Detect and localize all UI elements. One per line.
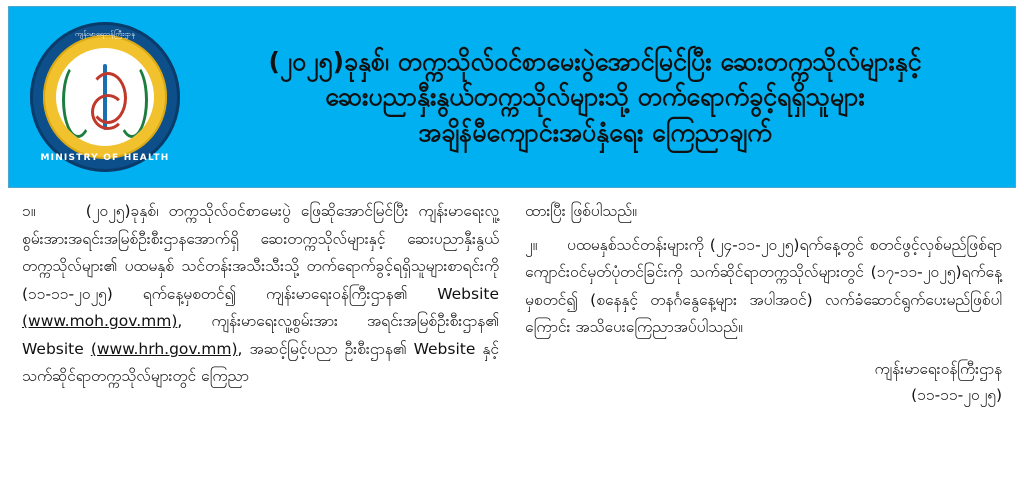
signature-department: ကျန်းမာရေးဝန်ကြီးဌာန [874,359,1002,378]
paragraph-1-continued: ထားပြီး ဖြစ်ပါသည်။ [525,202,637,220]
serpent-lower-icon [91,94,125,130]
title-line-3: အချိန်မီကျောင်းအပ်နှံရေး ကြေညာချက် [418,117,772,147]
paragraph-1-text-part-2: , ကျန်းမာရေးလူ့စွမ်းအား အရင်းအမြစ်ဦးစီးဌာန၏ Website [22,312,499,358]
moh-website-link[interactable]: (www.moh.gov.mm) [22,312,178,331]
emblem-container [9,7,201,187]
emblem-top-text: ကျန်းမာရေးဝန်ကြီးဌာန [74,30,136,38]
paragraph-2 [525,232,1002,342]
announcement-body [8,198,1016,409]
right-column [525,198,1002,409]
item-number-1: ၁။ [22,202,36,220]
item-number-2: ၂။ [525,235,538,254]
left-column [22,198,499,409]
header-banner [8,6,1016,188]
emblem-bottom-text: MINISTRY OF HEALTH [40,153,170,163]
paragraph-1-text-part-1: (၂၀၂၅)ခုနှစ်၊ တက္ကသိုလ်ဝင်စာမေးပွဲ ဖြေဆိုအောင်မြင်ပြီး ကျန်းမာရေးလူ့စွမ်းအားအရင်းအမြစ်ဦးစီးဌာနအောက်ရှိ ဆေးတက္ကသိုလ်များနှင့် ဆေးပညာနှီးနွယ်တက္ကသိုလ်များ၏ ပထမနှစ် သင်တန်းအသီးသီးသို့ တက်ရောက်ခွင့်ရရှိသူများစာရင်းကို (၁၁-၁၁-၂၀၂၅) ရက်နေ့မှစတင်၍ ကျန်းမာရေးဝန်ကြီးဌာန၏ Website [22,202,499,303]
paragraph-2-text: ပထမနှစ်သင်တန်းများကို (၂၄-၁၁-၂၀၂၅)ရက်နေ့တွင် စတင်ဖွင့်လှစ်မည်ဖြစ်ရာ ကျောင်းဝင်မှတ်ပုံတင်ခြင်းကို သက်ဆိုင်ရာတက္ကသိုလ်များတွင် (၁၇-၁၁-၂၀၂၅)ရက်နေ့မှစတင်၍ (စနေနှင့် တနင်္ဂနွေနေ့များ အပါအဝင်) လက်ခံဆောင်ရွက်ပေးမည်ဖြစ်ပါကြောင်း အသိပေးကြေညာအပ်ပါသည်။ [525,235,1002,337]
page-title [201,44,1005,151]
hrh-website-link[interactable]: (www.hrh.gov.mm) [90,339,238,358]
ministry-of-health-emblem-icon [30,22,180,172]
emblem-core [56,48,154,146]
signature-block [525,356,1002,409]
title-line-1: (၂၀၂၅)ခုနှစ်၊ တက္ကသိုလ်ဝင်စာမေးပွဲအောင်မြင်ပြီး ဆေးတက္ကသိုလ်များနှင့် [268,46,922,76]
paragraph-1 [22,198,499,391]
title-line-2: ဆေးပညာနှီးနွယ်တက္ကသိုလ်များသို့ တက်ရောက်ခွင့်ရရှိသူများ [325,82,865,112]
signature-date: (၁၁-၁၁-၂၀၂၅) [911,386,1002,405]
paragraph-1-text-part-3: , အဆင့်မြင့်ပညာ ဦးစီးဌာန၏ Website နှင့် သက်ဆိုင်ရာတက္ကသိုလ်များတွင် ကြေညာ [22,339,499,386]
